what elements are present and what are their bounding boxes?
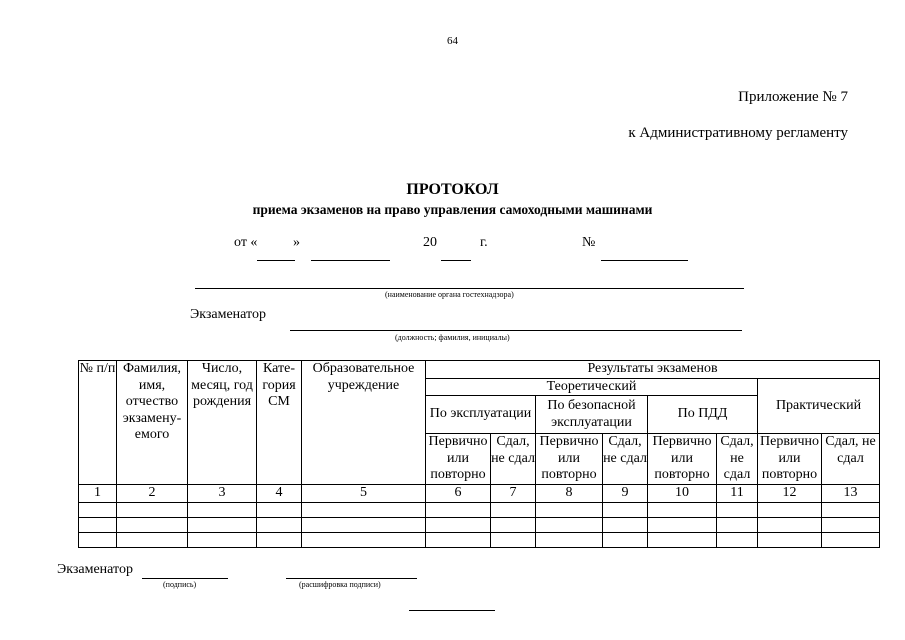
col-index: 11 (717, 485, 758, 503)
table-cell[interactable] (257, 517, 302, 532)
table-cell[interactable] (603, 532, 648, 547)
col-index: 1 (79, 485, 117, 503)
table-cell[interactable] (257, 502, 302, 517)
col-index: 2 (117, 485, 188, 503)
table-cell[interactable] (717, 517, 758, 532)
signature-decoding-field-line[interactable] (286, 578, 417, 579)
col-index: 10 (648, 485, 717, 503)
col-birthdate-header: Число, месяц, год рождения (188, 361, 257, 485)
passed-header: Сдал, не сдал (822, 434, 880, 485)
table-cell[interactable] (117, 532, 188, 547)
first-or-repeat-header: Первично или повторно (426, 434, 491, 485)
col-index: 6 (426, 485, 491, 503)
col-name-header: Фамилия, имя, отчество экзамену-емого (117, 361, 188, 485)
first-or-repeat-header: Первично или повторно (536, 434, 603, 485)
col-index: 7 (491, 485, 536, 503)
date-year-suffix: г. (480, 235, 488, 250)
safe-exploitation-header: По безопасной эксплуатации (536, 396, 648, 434)
examiner-field-line[interactable] (290, 330, 742, 331)
theoretical-header: Теоретический (426, 378, 758, 396)
examiner-label-bottom: Экзаменатор (57, 562, 133, 577)
table-cell[interactable] (117, 502, 188, 517)
document-title: ПРОТОКОЛ (406, 181, 499, 198)
day-field-line[interactable] (257, 260, 295, 261)
exam-results-table (78, 360, 880, 548)
table-cell[interactable] (648, 532, 717, 547)
signature-caption: (подпись) (163, 580, 197, 589)
table-cell[interactable] (188, 532, 257, 547)
first-or-repeat-header: Первично или повторно (648, 434, 717, 485)
col-index: 8 (536, 485, 603, 503)
table-cell[interactable] (188, 502, 257, 517)
date-quote-close: » (293, 235, 300, 250)
col-number-header: № п/п (79, 361, 117, 485)
table-cell[interactable] (603, 502, 648, 517)
table-cell[interactable] (426, 517, 491, 532)
table-cell[interactable] (536, 517, 603, 532)
col-index: 9 (603, 485, 648, 503)
first-or-repeat-header: Первично или повторно (758, 434, 822, 485)
footnote-separator (409, 610, 495, 611)
page-number: 64 (447, 35, 458, 47)
month-field-line[interactable] (311, 260, 390, 261)
practical-header: Практический (758, 378, 880, 434)
examiner-position-caption: (должность; фамилия, инициалы) (395, 333, 510, 342)
table-cell[interactable] (491, 532, 536, 547)
date-from-label: от « (234, 235, 258, 250)
passed-header: Сдал, не сдал (603, 434, 648, 485)
table-cell[interactable] (758, 532, 822, 547)
document-subtitle: приема экзаменов на право управления самоходными машинами (252, 202, 653, 217)
appendix-label: Приложение № 7 (738, 89, 848, 105)
examiner-label-top: Экзаменатор (190, 307, 266, 322)
table-cell[interactable] (302, 502, 426, 517)
table-cell[interactable] (79, 517, 117, 532)
table-cell[interactable] (758, 502, 822, 517)
table-cell[interactable] (603, 517, 648, 532)
table-cell[interactable] (717, 532, 758, 547)
signature-field-line[interactable] (142, 578, 228, 579)
passed-header: Сдал, не сдал (717, 434, 758, 485)
col-index: 5 (302, 485, 426, 503)
table-cell[interactable] (257, 532, 302, 547)
table-cell[interactable] (79, 532, 117, 547)
table-cell[interactable] (426, 502, 491, 517)
exploitation-header: По эксплуатации (426, 396, 536, 434)
table-row (79, 532, 880, 547)
number-sign: № (582, 235, 596, 250)
date-year-prefix: 20 (423, 235, 437, 250)
table-cell[interactable] (822, 532, 880, 547)
table-cell[interactable] (648, 517, 717, 532)
col-index: 3 (188, 485, 257, 503)
table-cell[interactable] (536, 532, 603, 547)
table-cell[interactable] (717, 502, 758, 517)
table-cell[interactable] (758, 517, 822, 532)
table-cell[interactable] (491, 517, 536, 532)
table-cell[interactable] (302, 532, 426, 547)
passed-header: Сдал, не сдал (491, 434, 536, 485)
table-row (79, 517, 880, 532)
authority-field-line[interactable] (195, 288, 744, 289)
col-index: 12 (758, 485, 822, 503)
table-cell[interactable] (79, 502, 117, 517)
table-cell[interactable] (822, 517, 880, 532)
pdd-header: По ПДД (648, 396, 758, 434)
table-cell[interactable] (117, 517, 188, 532)
table-cell[interactable] (491, 502, 536, 517)
table-cell[interactable] (822, 502, 880, 517)
col-category-header: Кате-гория СМ (257, 361, 302, 485)
col-index: 13 (822, 485, 880, 503)
year-field-line[interactable] (441, 260, 471, 261)
table-cell[interactable] (648, 502, 717, 517)
signature-decoding-caption: (расшифровка подписи) (299, 580, 381, 589)
regulation-label: к Административному регламенту (628, 125, 848, 141)
col-index: 4 (257, 485, 302, 503)
table-cell[interactable] (536, 502, 603, 517)
results-header: Результаты экзаменов (426, 361, 880, 379)
col-institution-header: Образовательное учреждение (302, 361, 426, 485)
table-row (79, 502, 880, 517)
authority-caption: (наименование органа гостехнадзора) (385, 290, 514, 299)
table-cell[interactable] (188, 517, 257, 532)
table-cell[interactable] (302, 517, 426, 532)
number-field-line[interactable] (601, 260, 688, 261)
table-cell[interactable] (426, 532, 491, 547)
